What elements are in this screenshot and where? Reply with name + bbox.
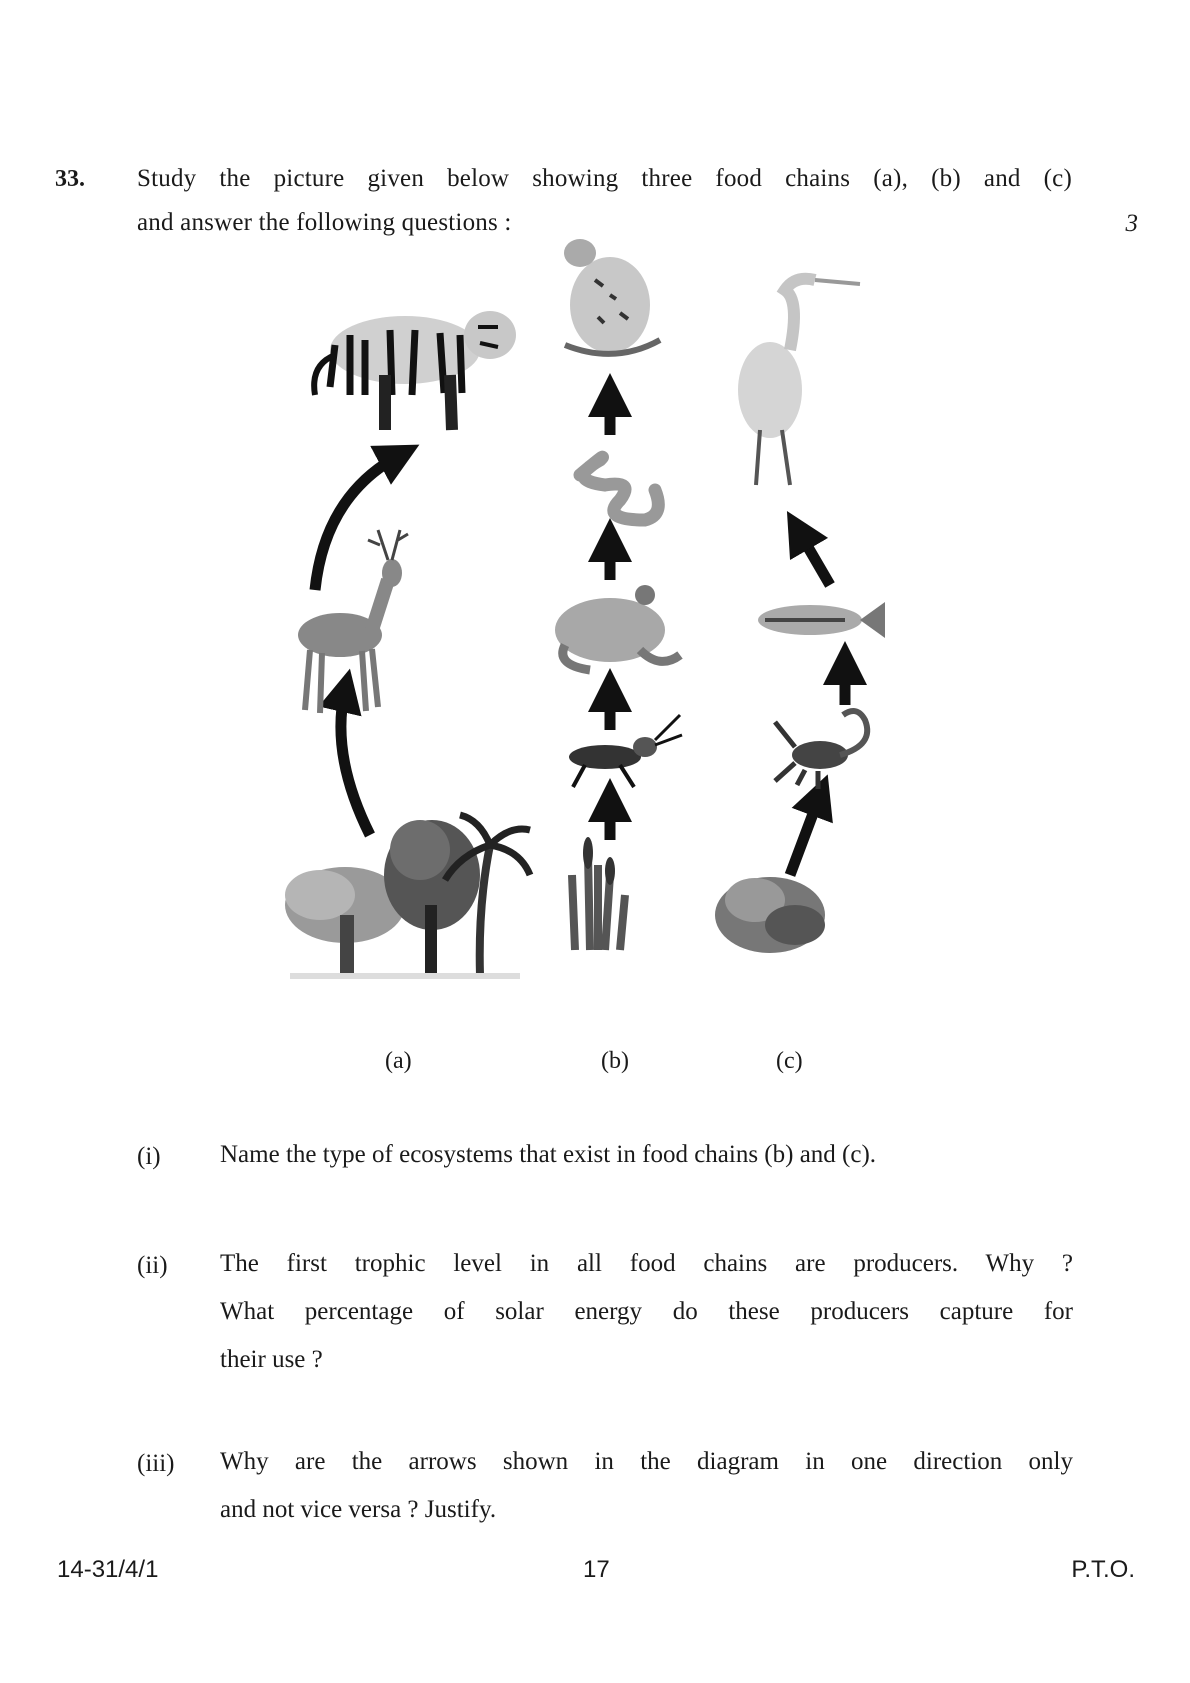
chain-b-frog (555, 585, 680, 670)
chain-b-snake (580, 457, 658, 520)
subquestion-iii-text (220, 1438, 1073, 1534)
subquestion-iii-line-2: and not vice versa ? Justify. (220, 1496, 497, 1523)
food-chain-figure (0, 235, 1190, 1055)
chain-b-grass (572, 837, 625, 950)
chain-label-c: (c) (776, 1048, 803, 1074)
arrow-c3 (798, 530, 830, 585)
chain-label-a: (a) (385, 1048, 412, 1074)
chain-b-eagle (564, 239, 660, 354)
subquestion-ii-text (220, 1240, 1073, 1384)
chain-c-fish (758, 602, 885, 638)
subquestion-ii-line-2: What percentage of solar energy do these producers capture for (220, 1298, 1073, 1325)
question-number: 33. (55, 166, 85, 192)
subquestion-i-line-1: Name the type of ecosystems that exist in food chains (b) and (c). (220, 1141, 877, 1168)
chain-c-plant (715, 877, 825, 953)
subquestion-ii-line-3: their use ? (220, 1346, 323, 1373)
question-text-line-1: Study the picture given below showing three food chains (a), (b) and (c) (137, 165, 1072, 192)
question-text-line-2: and answer the following questions : (137, 209, 512, 236)
subquestion-iii-line-1: Why are the arrows shown in the diagram in one direction only (220, 1448, 1073, 1475)
chain-b-grasshopper (569, 715, 682, 787)
chain-a-deer (298, 530, 408, 713)
subquestion-ii-line-1: The first trophic level in all food chains are producers. Why ? (220, 1250, 1073, 1277)
marks: 3 (1125, 210, 1138, 237)
chain-c-heron (738, 279, 860, 485)
arrow-c1 (790, 795, 820, 875)
chain-c-scorpion (775, 711, 867, 789)
chain-a-trees (285, 815, 530, 979)
subquestion-ii-number: (ii) (137, 1252, 168, 1279)
subquestion-iii-number: (iii) (137, 1450, 175, 1477)
chain-a-tiger (314, 311, 516, 430)
footer-paper-code: 14-31/4/1 (57, 1556, 159, 1583)
arrow-a1 (341, 690, 370, 835)
footer-pto: P.T.O. (1071, 1556, 1135, 1583)
subquestion-i-text (220, 1131, 1073, 1179)
subquestion-i-number: (i) (137, 1143, 161, 1170)
footer-page-number: 17 (583, 1556, 610, 1583)
chain-label-b: (b) (601, 1048, 629, 1074)
